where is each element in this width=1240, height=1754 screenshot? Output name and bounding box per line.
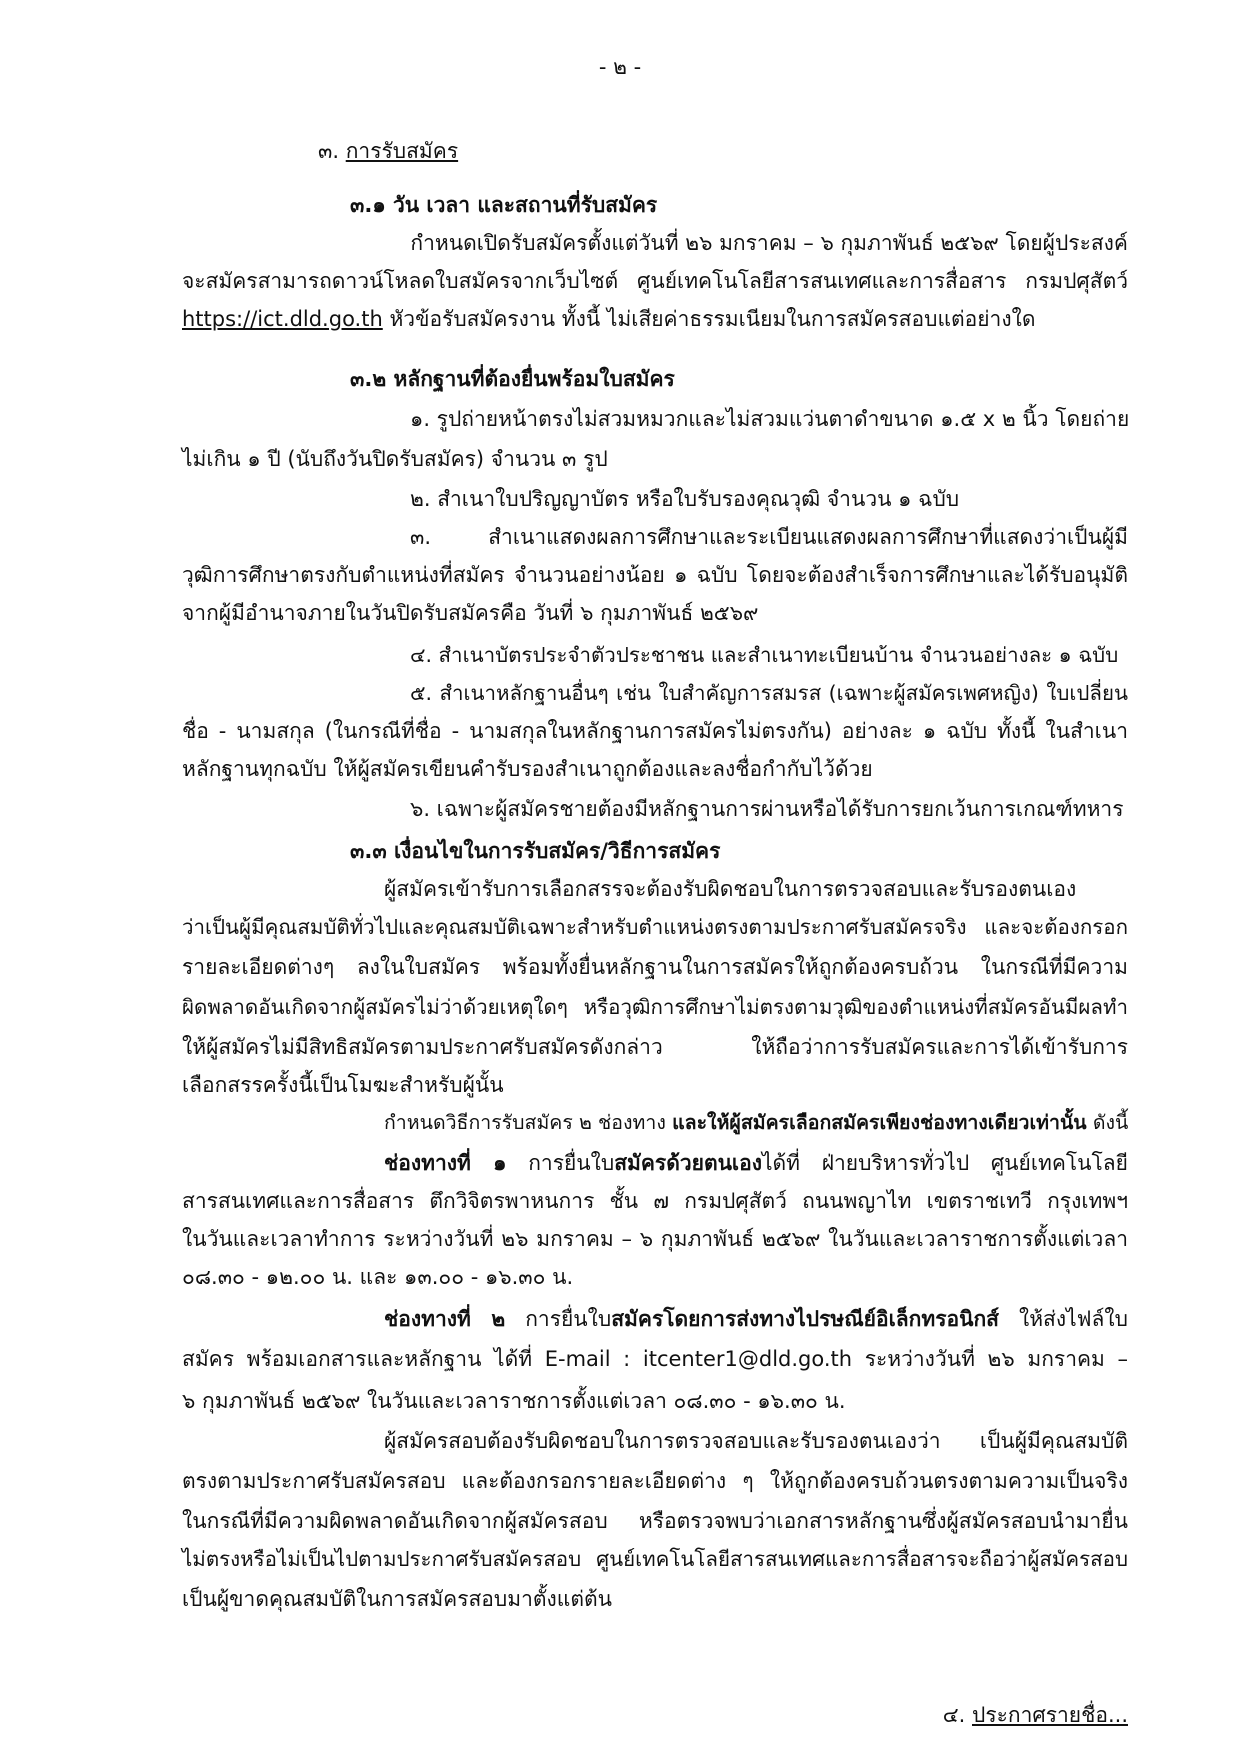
next-section-catchword [900, 1700, 1128, 1730]
list-item: ๑. รูปถ่ายหน้าตรงไม่สวมหมวกและไม่สวมแว่นตาดำขนาด ๑.๕ x ๒ นิ้ว โดยถ่าย [410, 407, 1130, 431]
methods-end: ดังนี้ [1092, 1111, 1129, 1134]
paragraph-line: ให้ผู้สมัครไม่มีสิทธิสมัครตามประกาศรับสมัครดังกล่าว ให้ถือว่าการรับสมัครและการได้เข้ารับการ [182, 1035, 1128, 1059]
paragraph-line: สารสนเทศและการสื่อสาร ตึกวิจิตรพาหนการ ชั้น ๗ กรมปศุสัตว์ ถนนพญาไท เขตราชเทวี กรุงเทพฯ [182, 1189, 1128, 1213]
channel-1-label: ช่องทางที่ ๑ [384, 1151, 507, 1175]
paragraph-line: รายละเอียดต่างๆ ลงในใบสมัคร พร้อมทั้งยื่นหลักฐานในการสมัครให้ถูกต้องครบถ้วน ในกรณีที่มีความ [182, 955, 1128, 979]
channel-2-label: ช่องทางที่ ๒ [384, 1307, 506, 1331]
link-suffix-text: หัวข้อรับสมัครงาน ทั้งนี้ ไม่เสียค่าธรรมเนียมในการสมัครสอบแต่อย่างใด [389, 307, 1036, 331]
channel-2-emphasis: สมัครโดยการส่งทางไปรษณีย์อิเล็กทรอนิกส์ [611, 1307, 999, 1331]
list-item: ๔. สำเนาบัตรประจำตัวประชาชน และสำเนาทะเบียนบ้าน จำนวนอย่างละ ๑ ฉบับ [410, 643, 1119, 667]
methods-emphasis: และให้ผู้สมัครเลือกสมัครเพียงช่องทางเดียวเท่านั้น [672, 1111, 1087, 1134]
paragraph-line: เลือกสรรครั้งนี้เป็นโมฆะสำหรับผู้นั้น [182, 1073, 504, 1097]
subsection-heading-3-3: ๓.๓ เงื่อนไขในการรับสมัคร/วิธีการสมัคร [350, 839, 721, 863]
channel-1-rest: ได้ที่ ฝ่ายบริหารทั่วไป ศูนย์เทคโนโลยี [761, 1151, 1128, 1175]
list-item-continuation: ไม่เกิน ๑ ปี (นับถึงวันปิดรับสมัคร) จำนวน ๓ รูป [182, 447, 608, 471]
channel-1-mid: การยื่นใบ [528, 1151, 615, 1175]
page-number: - ๒ - [598, 55, 642, 79]
next-section-number: ๔. [942, 1703, 966, 1727]
paragraph-line: ในกรณีที่มีความผิดพลาดอันเกิดจากผู้สมัครสอบ หรือตรวจพบว่าเอกสารหลักฐานซึ่งผู้สมัครสอบนำมายื่น [182, 1509, 1128, 1533]
paragraph-line: ผู้สมัครสอบต้องรับผิดชอบในการตรวจสอบและรับรองตนเองว่า เป็นผู้มีคุณสมบัติ [384, 1429, 1128, 1453]
list-item: ๕. สำเนาหลักฐานอื่นๆ เช่น ใบสำคัญการสมรส (เฉพาะผู้สมัครเพศหญิง) ใบเปลี่ยน [410, 681, 1128, 705]
subsection-heading-3-1: ๓.๑ วัน เวลา และสถานที่รับสมัคร [350, 193, 658, 217]
paragraph-line: ไม่ตรงหรือไม่เป็นไปตามประกาศรับสมัครสอบ ศูนย์เทคโนโลยีสารสนเทศและการสื่อสารจะถือว่าผู้สมัครสอบ [182, 1547, 1128, 1571]
list-item-continuation: ชื่อ - นามสกุล (ในกรณีที่ชื่อ - นามสกุลในหลักฐานการสมัครไม่ตรงกัน) อย่างละ ๑ ฉบับ ทั้งนี้ ในสำเนา [182, 719, 1128, 743]
paragraph-line: ในวันและเวลาทำการ ระหว่างวันที่ ๒๖ มกราคม – ๖ กุมภาพันธ์ ๒๕๖๙ ในวันและเวลาราชการตั้งแต่เวลา [182, 1227, 1128, 1251]
subsection-heading-3-2: ๓.๒ หลักฐานที่ต้องยื่นพร้อมใบสมัคร [350, 367, 675, 391]
section-heading [318, 136, 458, 166]
next-section-title: ประกาศรายชื่อ... [972, 1703, 1128, 1727]
paragraph-line: ผู้สมัครเข้ารับการเลือกสรรจะต้องรับผิดชอบในการตรวจสอบและรับรองตนเอง [384, 877, 1077, 901]
channel-2-mid: การยื่นใบ [525, 1307, 612, 1331]
section-number: ๓. [318, 139, 340, 163]
list-item-continuation: วุฒิการศึกษาตรงกับตำแหน่งที่สมัคร จำนวนอย่างน้อย ๑ ฉบับ โดยจะต้องสำเร็จการศึกษาและได้รับอนุมัติ [182, 563, 1128, 587]
paragraph-line: ๖ กุมภาพันธ์ ๒๕๖๙ ในวันและเวลาราชการตั้งแต่เวลา ๐๘.๓๐ - ๑๖.๓๐ น. [182, 1389, 846, 1413]
methods-intro: กำหนดวิธีการรับสมัคร ๒ ช่องทาง [384, 1111, 666, 1134]
paragraph-line: สมัคร พร้อมเอกสารและหลักฐาน ได้ที่ E-mail : itcenter1@dld.go.th ระหว่างวันที่ ๒๖ มกราคม – [182, 1347, 1128, 1371]
paragraph-line [182, 304, 1035, 334]
paragraph-line: ผิดพลาดอันเกิดจากผู้สมัครไม่ว่าด้วยเหตุใดๆ หรือวุฒิการศึกษาไม่ตรงตามวุฒิของตำแหน่งที่สมัครอันมีผลทำ [182, 995, 1128, 1019]
list-item: ๖. เฉพาะผู้สมัครชายต้องมีหลักฐานการผ่านหรือได้รับการยกเว้นการเกณฑ์ทหาร [410, 797, 1124, 821]
list-item: ๒. สำเนาใบปริญญาบัตร หรือใบรับรองคุณวุฒิ จำนวน ๑ ฉบับ [410, 487, 960, 511]
channel-1-emphasis: สมัครด้วยตนเอง [614, 1151, 762, 1175]
paragraph-line: ตรงตามประกาศรับสมัครสอบ และต้องกรอกรายละเอียดต่าง ๆ ให้ถูกต้องครบถ้วนตรงตามความเป็นจริง [182, 1469, 1128, 1493]
paragraph-line: ว่าเป็นผู้มีคุณสมบัติทั่วไปและคุณสมบัติเฉพาะสำหรับตำแหน่งตรงตามประกาศรับสมัครจริง และจะต้องกรอก [182, 915, 1128, 939]
paragraph-line: จะสมัครสามารถดาวน์โหลดใบสมัครจากเว็บไซต์ ศูนย์เทคโนโลยีสารสนเทศและการสื่อสาร กรมปศุสัตว์ [182, 269, 1128, 293]
paragraph-line: เป็นผู้ขาดคุณสมบัติในการสมัครสอบมาตั้งแต่ต้น [182, 1587, 612, 1611]
channel-1-line [384, 1148, 1128, 1178]
paragraph-line: กำหนดเปิดรับสมัครตั้งแต่วันที่ ๒๖ มกราคม – ๖ กุมภาพันธ์ ๒๕๖๙ โดยผู้ประสงค์ [410, 231, 1128, 255]
list-item-continuation: หลักฐานทุกฉบับ ให้ผู้สมัครเขียนคำรับรองสำเนาถูกต้องและลงชื่อกำกับไว้ด้วย [182, 757, 873, 781]
list-item: ๓. สำเนาแสดงผลการศึกษาและระเบียนแสดงผลการศึกษาที่แสดงว่าเป็นผู้มี [410, 525, 1128, 549]
paragraph-line: ๐๘.๓๐ - ๑๒.๐๐ น. และ ๑๓.๐๐ - ๑๖.๓๐ น. [182, 1265, 574, 1289]
list-item-continuation: จากผู้มีอำนาจภายในวันปิดรับสมัครคือ วันที่ ๖ กุมภาพันธ์ ๒๕๖๙ [182, 601, 759, 625]
section-title: การรับสมัคร [345, 139, 459, 163]
channel-2-line [384, 1304, 1128, 1334]
website-link[interactable]: https://ict.dld.go.th [182, 307, 383, 331]
methods-line [384, 1108, 1128, 1138]
channel-2-rest: ให้ส่งไฟล์ใบ [1018, 1307, 1128, 1331]
